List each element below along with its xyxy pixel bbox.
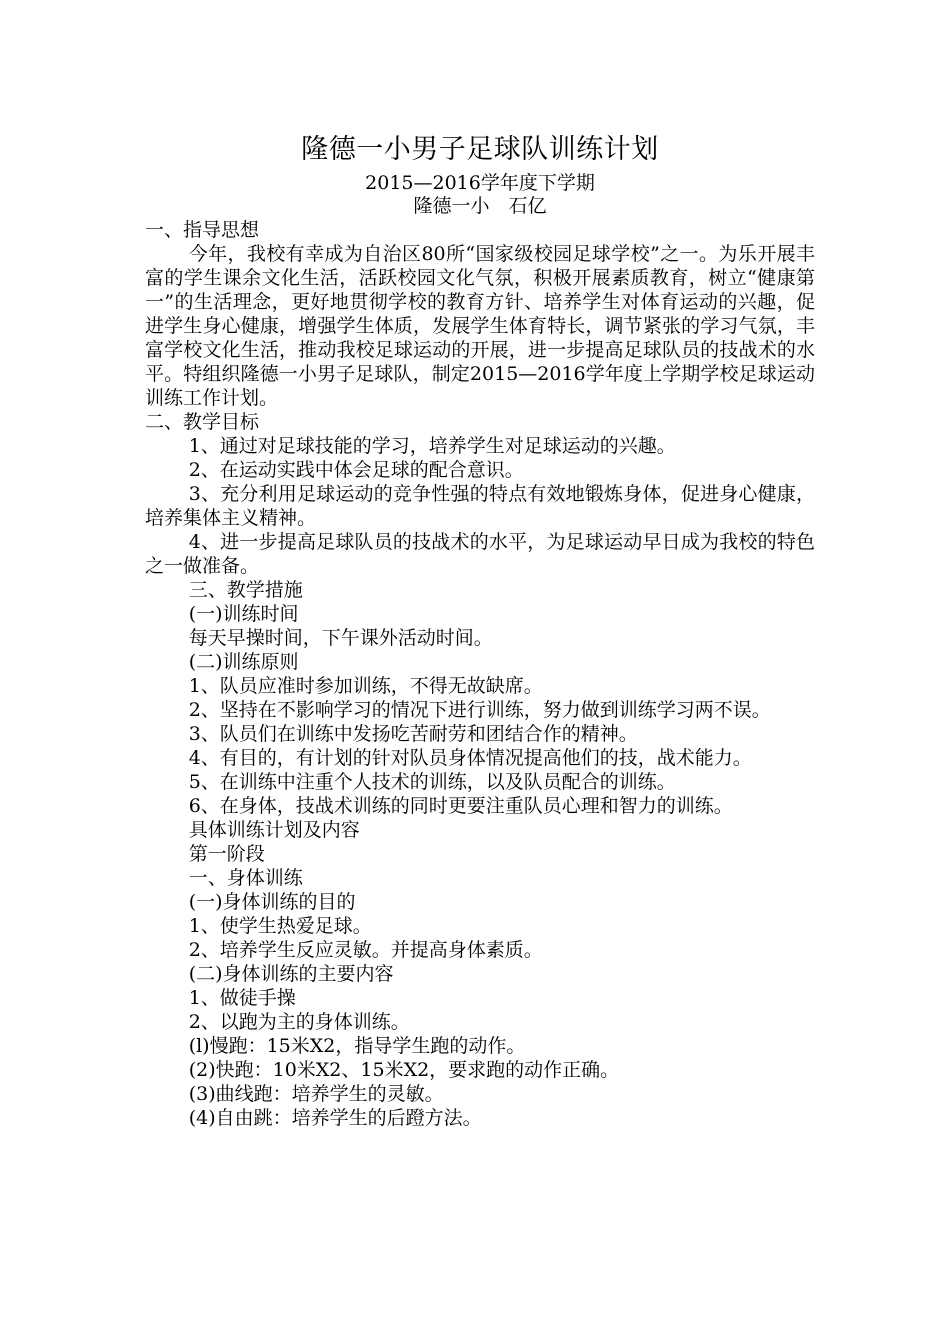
paragraph: 1、做徒手操 [188, 987, 296, 1009]
section-heading: 二、教学目标 [145, 411, 260, 433]
paragraph: 1、使学生热爱足球。 [188, 915, 372, 937]
paragraph: 4、有目的，有计划的针对队员身体情况提高他们的技，战术能力。 [188, 747, 752, 769]
paragraph: 2、在运动实践中体会足球的配合意识。 [188, 459, 524, 481]
paragraph: 三、教学措施 [188, 579, 303, 601]
paragraph: (二)身体训练的主要内容 [188, 963, 394, 985]
paragraph: 一、身体训练 [188, 867, 303, 889]
section-heading: 一、指导思想 [145, 219, 260, 241]
paragraph: (二)训练原则 [188, 651, 299, 673]
paragraph: 具体训练计划及内容 [188, 819, 360, 841]
paragraph: (4)自由跳：培养学生的后蹬方法。 [188, 1107, 482, 1129]
document-subtitle-term: 2015—2016学年度下学期 [365, 172, 595, 194]
document-body [145, 128, 815, 1130]
paragraph: 今年，我校有幸成为自治区80所“国家级校园足球学校”之一。为乐开展丰富的学生课余文化生活，活跃校园文化气氛，积极开展素质教育，树立“健康第一”的生活理念，更好地贯彻学校的教育方针、培养学生对体育运动的兴趣，促进学生身心健康，增强学生体质，发展学生体育特长，调节紧张的学习气氛，丰富学校文化生活，推动我校足球运动的开展，进一步提高足球队员的技战术的水平。特组织隆德一小男子足球队，制定2015—2016学年度上学期学校足球运动训练工作计划。 [145, 243, 815, 409]
document-paragraphs [145, 218, 815, 1130]
paragraph: 3、队员们在训练中发扬吃苦耐劳和团结合作的精神。 [188, 723, 638, 745]
paragraph: 6、在身体，技战术训练的同时更要注重队员心理和智力的训练。 [188, 795, 733, 817]
paragraph: (一)身体训练的目的 [188, 891, 356, 913]
paragraph: 3、充分利用足球运动的竞争性强的特点有效地锻炼身体，促进身心健康，培养集体主义精神。 [145, 483, 815, 529]
paragraph: (l)慢跑：15米X2，指导学生跑的动作。 [188, 1035, 526, 1057]
paragraph: 1、队员应准时参加训练，不得无故缺席。 [188, 675, 543, 697]
paragraph: 2、培养学生反应灵敏。并提高身体素质。 [188, 939, 543, 961]
paragraph: 第一阶段 [188, 843, 265, 865]
paragraph: 1、通过对足球技能的学习，培养学生对足球运动的兴趣。 [188, 435, 676, 457]
paragraph: 每天早操时间，下午课外活动时间。 [188, 627, 493, 649]
document-title: 隆德一小男子足球队训练计划 [301, 134, 659, 165]
document-subtitle-author: 隆德一小 石亿 [413, 195, 547, 217]
paragraph: 5、在训练中注重个人技术的训练，以及队员配合的训练。 [188, 771, 676, 793]
paragraph: 2、坚持在不影响学习的情况下进行训练，努力做到训练学习两不误。 [188, 699, 771, 721]
paragraph: 2、以跑为主的身体训练。 [188, 1011, 410, 1033]
paragraph: 4、进一步提高足球队员的技战术的水平，为足球运动早日成为我校的特色之一做准备。 [145, 531, 815, 577]
paragraph: (3)曲线跑：培养学生的灵敏。 [188, 1083, 444, 1105]
paragraph: (2)快跑：10米X2、15米X2，要求跑的动作正确。 [188, 1059, 620, 1081]
paragraph: (一)训练时间 [188, 603, 299, 625]
